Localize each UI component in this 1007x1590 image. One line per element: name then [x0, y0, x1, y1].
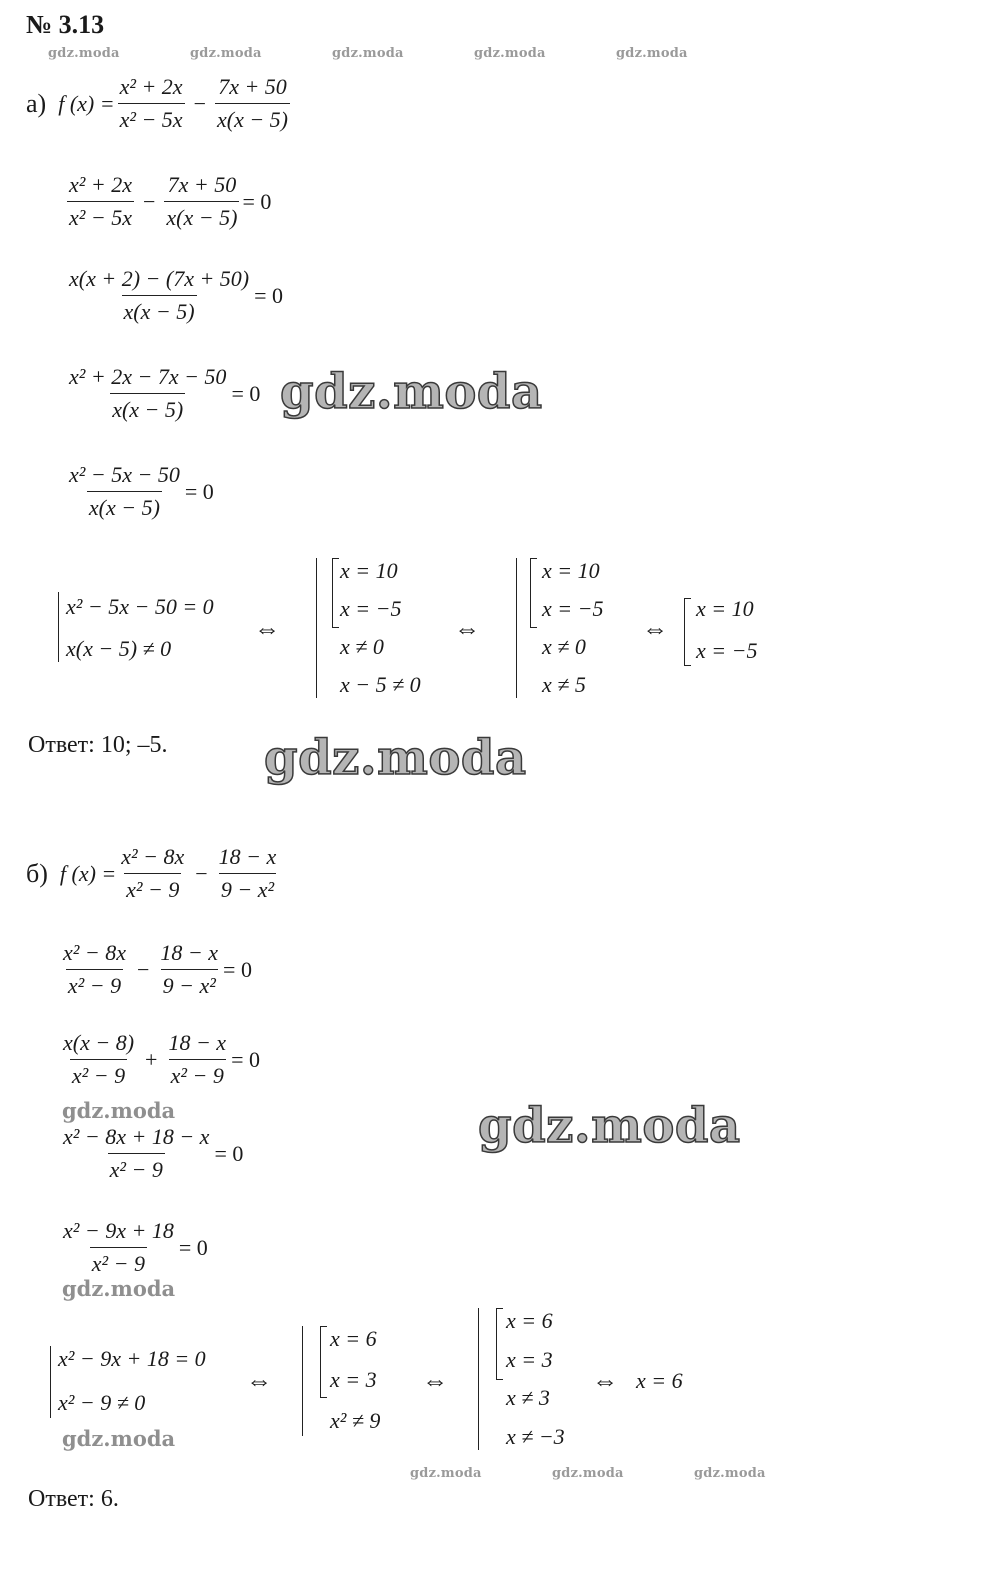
equiv-symbol: ⇔ [642, 614, 668, 643]
function-lhs: f (x) = [59, 860, 117, 886]
part-b-step2: $\frac{x(x - 8)}{\text{x² − 9}}$ + $\frac{18 - x}{\text{x² − 9}}$ = 0 [63, 1030, 260, 1088]
part-a-system1: x² − 5x − 50 = 0 x(x − 5) ≠ 0 [66, 594, 214, 661]
part-b-step3: $\frac{\text{x² − 8x + 18 − x}}{\text{x² − 9}}$ = 0 [63, 1124, 244, 1182]
set-bracket [332, 558, 339, 628]
part-a-system2: x = 10 x = −5 x ≠ 0 x − 5 ≠ 0 [340, 558, 421, 697]
part-a-label: а) [26, 88, 47, 118]
watermark-small: gdz.moda [694, 1466, 766, 1481]
system-brace [316, 558, 317, 698]
fraction: $\frac{18 - x}{\text{x² − 9}}$ [168, 1030, 227, 1088]
equiv-symbol: ⇔ [422, 1366, 448, 1395]
equiv-symbol: ⇔ [246, 1366, 272, 1395]
fraction: $\frac{\text{x² + 2x}}{\text{x² − 5x}}$ [119, 74, 183, 132]
fraction: $\frac{\text{x² − 8x}}{\text{x² − 9}}$ [63, 940, 126, 998]
watermark-small: gdz.moda [616, 46, 688, 61]
watermark-big: gdz.moda [280, 364, 543, 420]
system-brace [302, 1326, 303, 1436]
fraction: $\frac{\text{x² − 8x}}{\text{x² − 9}}$ [121, 844, 185, 902]
watermark-mid: gdz.moda [62, 1426, 176, 1451]
watermark-small: gdz.moda [410, 1466, 482, 1481]
problem-number: № 3.13 [26, 10, 105, 39]
watermark-small: gdz.moda [552, 1466, 624, 1481]
watermark-small: gdz.moda [474, 46, 546, 61]
part-b-answer: Ответ: 6. [28, 1486, 119, 1512]
fraction: $\frac{\text{x² − 9x + 18}}{\text{x² − 9}}$ [63, 1218, 174, 1276]
watermark-big: gdz.moda [264, 730, 527, 786]
fraction: $\frac{x(x + 2) - (7x + 50)}{x(x - 5)}$ [69, 266, 250, 324]
part-b-result: x = 6 [636, 1368, 683, 1393]
set-bracket [530, 558, 537, 628]
part-a-system3: x = 10 x = −5 x ≠ 0 x ≠ 5 [542, 558, 604, 697]
part-b-system1: x² − 9x + 18 = 0 x² − 9 ≠ 0 [58, 1346, 206, 1415]
fraction: $\frac{18 - x}{\text{9 − x²}}$ [160, 940, 219, 998]
part-a-step1: $\frac{\text{x² + 2x}}{\text{x² − 5x}}$ − $\frac{7x + 50}{x(x - 5)}$ = 0 [69, 172, 272, 230]
watermark-small: gdz.moda [190, 46, 262, 61]
fraction: $\frac{\text{x² − 8x + 18 − x}}{\text{x² − 9}}$ [63, 1124, 210, 1182]
watermark-mid: gdz.moda [62, 1098, 176, 1123]
equiv-symbol: ⇔ [592, 1366, 618, 1395]
part-a-step2: $\frac{x(x + 2) - (7x + 50)}{x(x - 5)}$ = 0 [69, 266, 284, 324]
watermark-big: gdz.moda [478, 1098, 741, 1154]
part-b-step1: $\frac{\text{x² − 8x}}{\text{x² − 9}}$ − $\frac{18 - x}{\text{9 − x²}}$ = 0 [63, 940, 252, 998]
function-lhs: f (x) = [58, 90, 115, 116]
part-b-step4: $\frac{\text{x² − 9x + 18}}{\text{x² − 9}}$ = 0 [63, 1218, 208, 1276]
fraction: $\frac{7x + 50}{x(x - 5)}$ [216, 74, 289, 132]
part-a-step4: $\frac{\text{x² − 5x − 50}}{x(x - 5)}$ = 0 [69, 462, 214, 520]
fraction: $\frac{x(x - 8)}{\text{x² − 9}}$ [63, 1030, 135, 1088]
fraction: $\frac{18 - x}{\text{9 − x²}}$ [218, 844, 277, 902]
fraction: $\frac{\text{x² + 2x}}{\text{x² − 5x}}$ [69, 172, 132, 230]
part-a-function: а) f (x) = $\frac{\text{x² + 2x}}{\text{x² − 5x}}$ − $\frac{7x + 50}{x(x - 5)}$ [26, 74, 289, 132]
watermark-small: gdz.moda [332, 46, 404, 61]
fraction: $\frac{7x + 50}{x(x - 5)}$ [166, 172, 238, 230]
fraction: $\frac{\text{x² − 5x − 50}}{x(x - 5)}$ [69, 462, 180, 520]
set-bracket [320, 1326, 327, 1398]
set-bracket [684, 598, 691, 666]
part-b-system2: x = 6 x = 3 x² ≠ 9 [330, 1326, 381, 1433]
watermark-small: gdz.moda [48, 46, 120, 61]
system-brace [478, 1308, 479, 1450]
part-b-system3: x = 6 x = 3 x ≠ 3 x ≠ −3 [506, 1308, 565, 1449]
part-b-label: б) [26, 858, 48, 888]
watermark-mid: gdz.moda [62, 1276, 176, 1301]
fraction: $\frac{\text{x² + 2x − 7x − 50}}{x(x - 5)}$ [69, 364, 227, 422]
equiv-symbol: ⇔ [254, 614, 280, 643]
part-b-function: б) f (x) = $\frac{\text{x² − 8x}}{\text{x² − 9}}$ − $\frac{18 - x}{\text{9 − x²}}$ [26, 844, 277, 902]
equiv-symbol: ⇔ [454, 614, 480, 643]
part-a-step3: $\frac{\text{x² + 2x − 7x − 50}}{x(x - 5)}$ = 0 [69, 364, 261, 422]
system-brace [50, 1346, 51, 1418]
part-a-result: x = 10 x = −5 [696, 596, 758, 663]
system-brace [58, 592, 59, 662]
system-brace [516, 558, 517, 698]
set-bracket [496, 1308, 503, 1380]
part-a-answer: Ответ: 10; –5. [28, 732, 168, 758]
